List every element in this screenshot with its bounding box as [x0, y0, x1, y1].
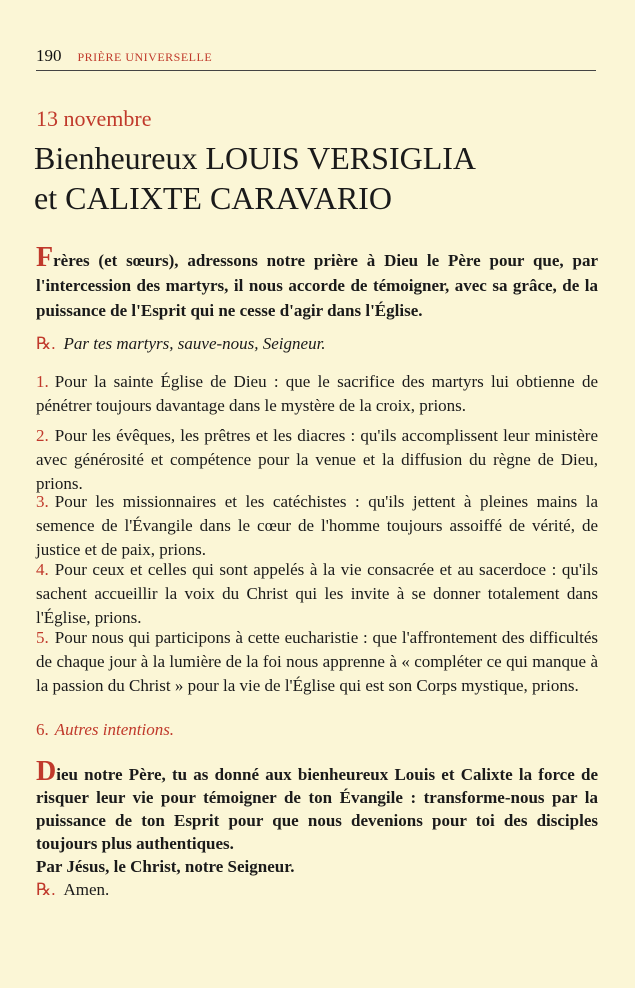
- intention-number: 3.: [36, 492, 49, 511]
- response-text: Par tes martyrs, sauve-nous, Seigneur.: [63, 334, 326, 353]
- response-symbol: ℞.: [36, 334, 56, 353]
- conclusion-text: ieu notre Père, tu as donné aux bienheureux Louis et Calixte la force de risquer leur vie pour témoigner de ton Évangile : transforme-nous par la puissance de ton Esprit pour que nous devenions pour toi des disciples toujours plus authentiques.: [36, 765, 598, 853]
- intention-text: Autres intentions.: [54, 720, 175, 739]
- running-title: PRIÈRE UNIVERSELLE: [77, 50, 213, 64]
- intention-2: [36, 424, 598, 496]
- intro-dropcap: F: [36, 242, 54, 273]
- page-header: [36, 46, 596, 71]
- page-title: [34, 138, 476, 218]
- intention-text: Pour la sainte Église de Dieu : que le sacrifice des martyrs lui obtienne de pénétrer toujours davantage dans le mystère de la croix, prions.: [36, 372, 598, 415]
- title-line-2: et CALIXTE CARAVARIO: [34, 180, 392, 216]
- conclusion-closing: Par Jésus, le Christ, notre Seigneur.: [36, 857, 295, 876]
- intention-number: 6.: [36, 720, 49, 739]
- amen-text: Amen.: [63, 880, 110, 899]
- intention-number: 4.: [36, 560, 49, 579]
- intention-text: Pour ceux et celles qui sont appelés à la vie consacrée et au sacerdoce : qu'ils sachent accueillir la voix du Christ qui les invite à se donner totalement dans l'Église, prions.: [36, 560, 598, 627]
- intention-1: [36, 370, 598, 418]
- intro-text: rères (et sœurs), adressons notre prière à Dieu le Père pour que, par l'intercession des martyrs, il nous accorde de témoigner, avec sa grâce, de la puissance de l'Esprit qui ne cesse d'agir dans l'Église.: [36, 251, 598, 320]
- intention-5: [36, 626, 598, 698]
- intention-3: [36, 490, 598, 562]
- title-line-1: Bienheureux LOUIS VERSIGLIA: [34, 140, 477, 176]
- intention-text: Pour les évêques, les prêtres et les diacres : qu'ils accomplissent leur ministère avec générosité et compétence pour la venue et la diffusion du règne de Dieu, prions.: [36, 426, 598, 493]
- amen-line: [36, 878, 109, 902]
- response-line: [36, 332, 326, 356]
- intention-text: Pour les missionnaires et les catéchistes : qu'ils jettent à pleines mains la semence de l'Évangile dans le cœur de l'homme toujours assoiffé de vérité, de justice et de paix, prions.: [36, 492, 598, 559]
- introduction-paragraph: [36, 242, 598, 323]
- intention-4: [36, 558, 598, 630]
- page-number: 190: [36, 46, 62, 65]
- intention-6: [36, 718, 598, 742]
- response-symbol: ℞.: [36, 880, 56, 899]
- feast-date: 13 novembre: [36, 106, 152, 131]
- intention-text: Pour nous qui participons à cette eucharistie : que l'affrontement des difficultés de chaque jour à la lumière de la foi nous apprenne à « compléter ce qui manque à la passion du Christ » pour la vie de l'Église qui est son Corps mystique, prions.: [36, 628, 598, 695]
- concluding-prayer: [36, 756, 598, 878]
- intention-number: 5.: [36, 628, 49, 647]
- conclusion-dropcap: D: [36, 756, 57, 787]
- intention-number: 2.: [36, 426, 49, 445]
- intention-number: 1.: [36, 372, 49, 391]
